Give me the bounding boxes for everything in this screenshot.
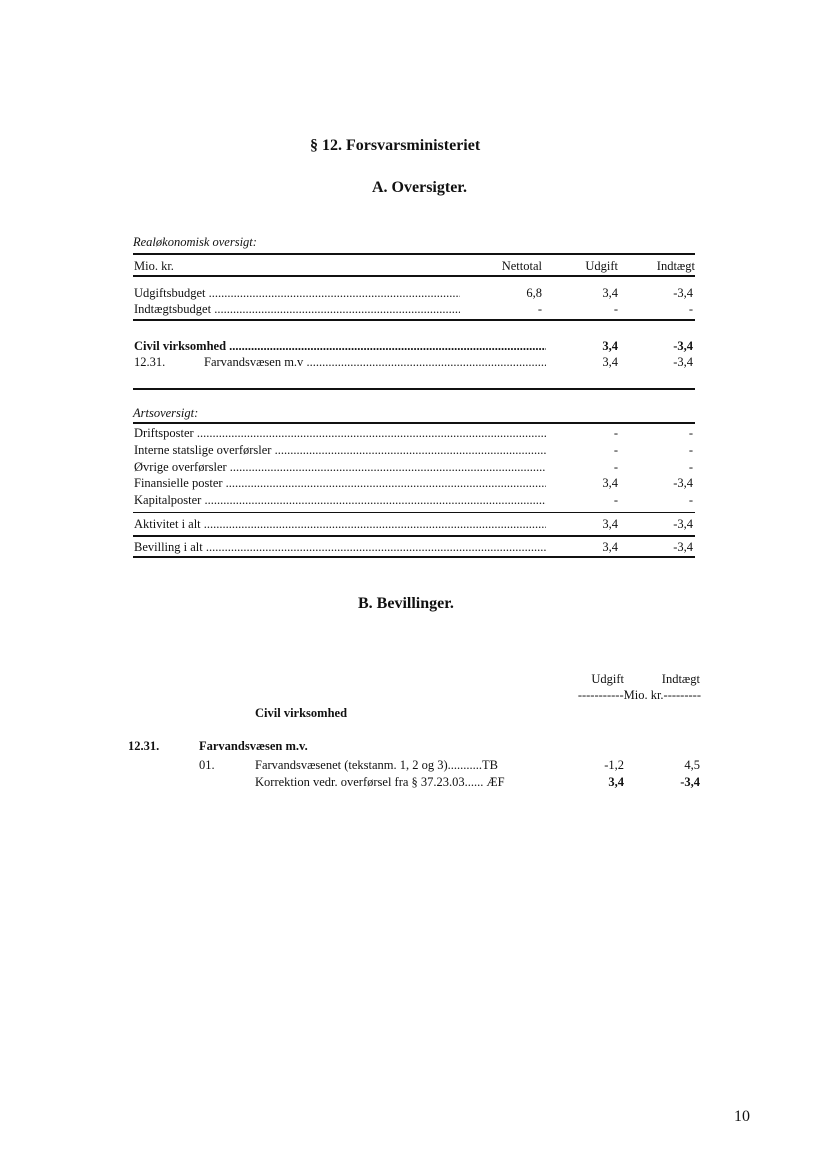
table-rule (133, 512, 695, 513)
table-rule (133, 319, 695, 321)
group-title: Civil virksomhed (255, 706, 348, 720)
table-row-label: Interne statslige overførsler ..... (134, 443, 546, 458)
table-rule (133, 388, 695, 390)
col-header-indtaegt: Indtægt (661, 672, 700, 686)
table-cell: 3,4 (602, 476, 618, 490)
col-header-udgift: Udgift (591, 672, 624, 686)
unit-line: -----------Mio. kr.--------- (577, 688, 701, 702)
table-row-label: Udgiftsbudget ..... (134, 286, 460, 301)
line-indtaegt: 4,5 (684, 758, 700, 772)
table-cell: 3,4 (602, 540, 618, 554)
subaccount-label: Farvandsvæsen m.v ..... (204, 355, 546, 370)
table-row-label: Øvrige overførsler ..... (134, 460, 546, 475)
table-cell: - (613, 460, 618, 474)
table-cell: -3,4 (673, 339, 693, 353)
line-indtaegt: -3,4 (680, 775, 700, 789)
section-b-heading: B. Bevillinger. (358, 595, 454, 612)
line-text: Farvandsvæsenet (tekstanm. 1, 2 og 3)...........TB (255, 758, 499, 772)
table-cell: - (688, 493, 693, 507)
table-cell: - (613, 302, 618, 316)
table-row-label: Indtægtsbudget ..... (134, 302, 460, 317)
col-header-indtaegt: Indtægt (656, 259, 695, 273)
section-a-heading: A. Oversigter. (372, 179, 467, 196)
table-cell: -3,4 (673, 476, 693, 490)
realokonomisk-caption: Realøkonomisk oversigt: (133, 235, 257, 249)
table-cell: - (688, 460, 693, 474)
table-cell: - (688, 302, 693, 316)
col-header-nettotal: Nettotal (501, 259, 542, 273)
table-cell: -3,4 (673, 355, 693, 369)
account-title: Farvandsvæsen m.v. (199, 739, 308, 753)
table-cell: - (688, 443, 693, 457)
page-number: 10 (734, 1108, 750, 1125)
table-cell: -3,4 (673, 540, 693, 554)
bevilling-label: Bevilling i alt ..... (134, 540, 546, 555)
line-udgift: 3,4 (608, 775, 624, 789)
line-number: 01. (199, 758, 215, 772)
col-header-mio-kr: Mio. kr. (134, 259, 174, 273)
table-row-label: Driftsposter ..... (134, 426, 546, 441)
table-cell: -3,4 (673, 517, 693, 531)
table-cell: - (613, 443, 618, 457)
table-cell: - (688, 426, 693, 440)
account-number: 12.31. (128, 739, 160, 753)
table-cell: 3,4 (602, 286, 618, 300)
table-cell: - (613, 426, 618, 440)
line-udgift: -1,2 (604, 758, 624, 772)
table-rule (133, 422, 695, 424)
civil-virksomhed-label: Civil virksomhed ..... (134, 339, 546, 354)
table-cell: 3,4 (602, 355, 618, 369)
table-cell: 3,4 (602, 517, 618, 531)
table-rule (133, 253, 695, 255)
table-cell: -3,4 (673, 286, 693, 300)
artsoversigt-caption: Artsoversigt: (133, 406, 199, 420)
line-text: Korrektion vedr. overførsel fra § 37.23.03...... ÆF (255, 775, 505, 789)
page-title: § 12. Forsvarsministeriet (310, 137, 481, 154)
table-row-label: Finansielle poster ..... (134, 476, 546, 491)
table-row-label: Kapitalposter ..... (134, 493, 546, 508)
table-rule (133, 535, 695, 537)
table-cell: - (613, 493, 618, 507)
col-header-udgift: Udgift (585, 259, 618, 273)
aktivitet-label: Aktivitet i alt ..... (134, 517, 546, 532)
table-cell: 6,8 (526, 286, 542, 300)
table-cell: - (537, 302, 542, 316)
subaccount-number: 12.31. (134, 355, 166, 369)
table-cell: 3,4 (602, 339, 618, 353)
table-rule (133, 556, 695, 558)
table-rule (133, 275, 695, 277)
